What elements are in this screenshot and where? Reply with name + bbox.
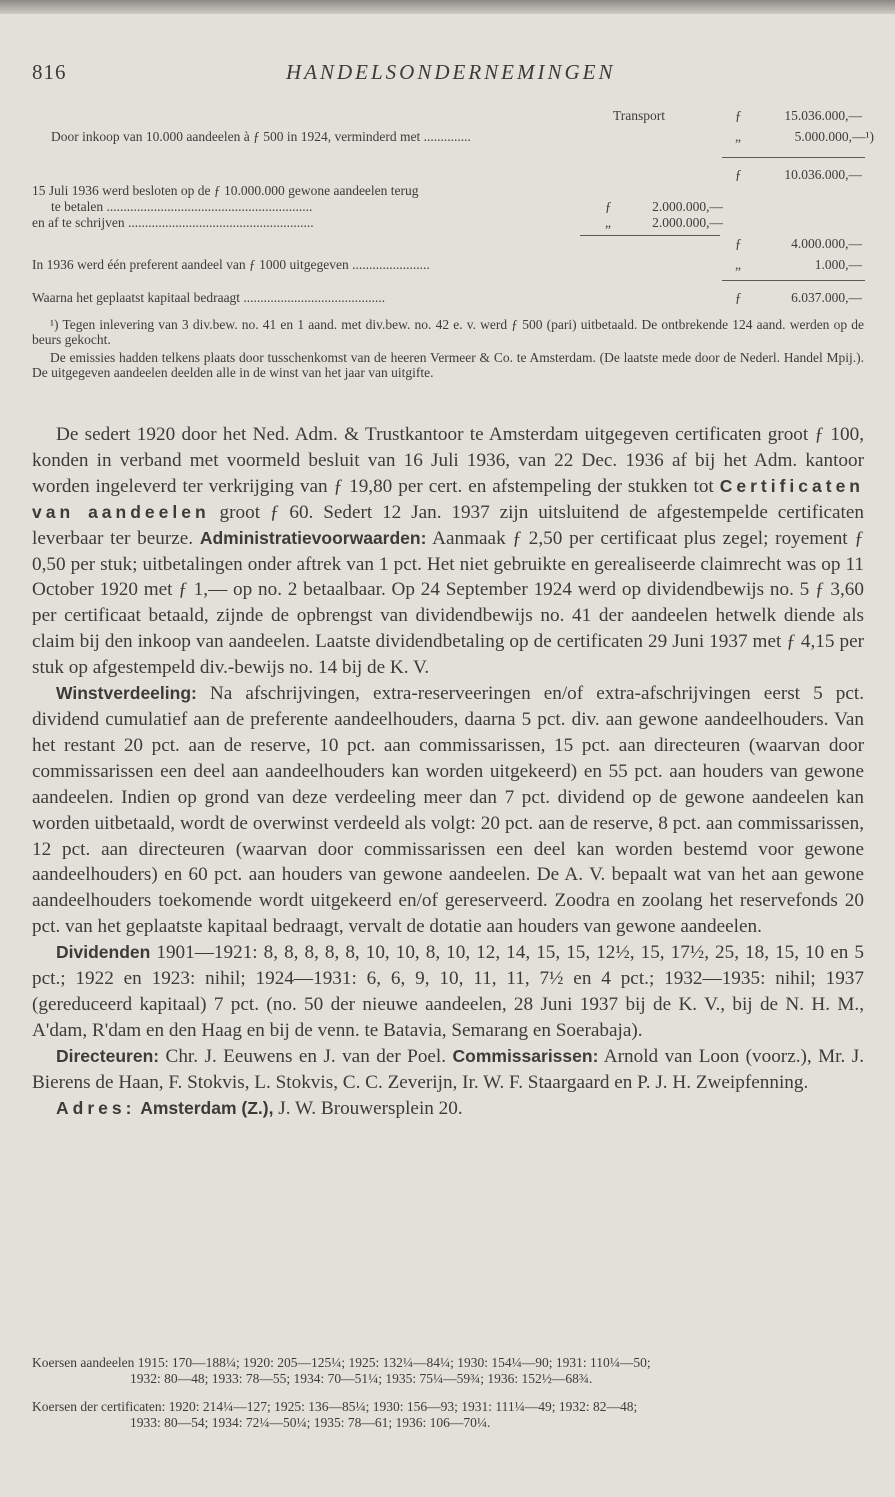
winstverdeeling-heading: Winstverdeeling: — [56, 683, 197, 704]
total-rule — [722, 280, 865, 281]
subtotal2-amount: 4.000.000,— — [791, 236, 862, 251]
inkoop-amount: 5.000.000,—¹) — [794, 129, 874, 144]
footnote-2: De emissies hadden telkens plaats door tusschenkomst van de heeren Vermeer & Co. te Amsterdam. (De laatste mede door de Nederl. Handel Mpij.). De uitgegeven aandeelen deelden alle in de winst van het jaar van uitgifte. — [32, 350, 864, 380]
adres-heading: Adres: — [56, 1097, 136, 1118]
subtotal2-currency: ƒ — [735, 236, 742, 251]
koersen-certificaten-line1: Koersen der certificaten: 1920: 214¼—127; 1925: 136—85¼; 1930: 156—93; 1931: 111¼—49; 1932: 82—48; — [32, 1399, 638, 1414]
transport-label: Transport — [613, 108, 666, 123]
koersen-aandeelen-line1: Koersen aandeelen 1915: 170—188¼; 1920: 205—125¼; 1925: 132¼—84¼; 1930: 154¼—90; 1931: 110¼—50; — [32, 1355, 651, 1370]
preferent-currency: „ — [735, 257, 741, 272]
paragraph-certificaten — [32, 422, 864, 681]
paragraph-winstverdeeling — [32, 681, 864, 940]
adres-street: J. W. Brouwersplein 20. — [278, 1097, 463, 1119]
p4-commissarissen: Arnold van Loon (voorz.), Mr. J. Bierens de Haan, F. Stokvis, L. Stokvis, C. C. Zeverijn, Ir. W. F. Staargaard en P. J. H. Zweipfenning. — [32, 1045, 864, 1093]
transport-currency: ƒ — [735, 108, 742, 123]
footnote-1: ¹) Tegen inlevering van 3 div.bew. no. 41 en 1 aand. met div.bew. no. 42 e. v. werd ƒ 500 (pari) uitbetaald. De ontbrekende 124 aand. werden op de beurs gekocht. — [32, 317, 864, 347]
adres-city: Amsterdam (Z.), — [140, 1097, 274, 1118]
transport-amount: 15.036.000,— — [784, 108, 862, 123]
dividenden-heading: Dividenden — [56, 942, 151, 963]
directeuren-heading: Directeuren: — [56, 1045, 160, 1066]
besluit-currency3: „ — [605, 215, 611, 230]
paragraph-dividenden — [32, 940, 864, 1044]
administratievoorwaarden-heading: Administratievoorwaarden: — [199, 527, 427, 548]
koersen-aandeelen — [32, 1355, 872, 1387]
page-header — [32, 60, 872, 92]
koersen-aandeelen-line2: 1932: 80—48; 1933: 78—55; 1934: 70—51¼; 1935: 75¼—59¾; 1936: 152½—68¾. — [130, 1371, 593, 1386]
p1-text-c: groot ƒ 60. Sedert 12 Jan. 1937 zijn uitsluitend de afgestempelde certificaten leverbaar ter beurze. — [32, 501, 865, 549]
besluit-amount2: 2.000.000,— — [652, 199, 723, 214]
subtotal1-currency: ƒ — [735, 167, 742, 182]
besluit-line2: te betalen ............................................................. — [51, 199, 313, 214]
main-text — [32, 422, 864, 1121]
certificaten-heading: Certificaten van aandeelen — [32, 475, 864, 522]
preferent-label: In 1936 werd één preferent aandeel van ƒ 1000 uitgegeven ....................... — [32, 257, 430, 272]
page-number: 816 — [32, 60, 67, 84]
koersen-certificaten — [32, 1399, 872, 1431]
besluit-amount3: 2.000.000,— — [652, 215, 723, 230]
besluit-line3: en af te schrijven ....................................................... — [32, 215, 314, 230]
inkoop-currency: „ — [735, 129, 741, 144]
running-title: HANDELSONDERNEMINGEN — [286, 60, 616, 84]
paragraph-adres — [32, 1096, 864, 1122]
p2-text: Na afschrijvingen, extra-reserveeringen en/of extra-afschrijvingen eerst 5 pct. dividend cumulatief aan de preferente aandeelhouders, daarna 5 pct. div. aan gewone aandeelhouders. Van het restant 20 pct. aan de reserve, 10 pct. aan commissarissen, 15 pct. aan directeuren (waarvan door commissarissen een deel aan aandeelhouders kan worden uitgekeerd) en 55 pct. aan houders van gewone aandeelen. Indien op grond van deze verdeeling meer dan 7 pct. dividend op de gewone aandeelen kan worden uitbetaald, wordt de overwinst verdeeld als volgt: 20 pct. aan de reserve, 8 pct. aan commissarissen, 12 pct. aan directeuren (waarvan door commissarissen een deel kan worden bestemd voor gewone aandeelhouders) en 60 pct. aan houders van gewone aandeelen. De A. V. bepaalt wat van het aan gewone aandeelhouders toekomende wordt uitgekeerd en/of gereserveerd. Zoodra en zoolang het reservefonds 20 pct. van het geplaatste kapitaal bedraagt, vervalt de dotatie aan houders van gewone aandeelen. — [32, 683, 864, 938]
subtotal-rule — [722, 157, 865, 158]
total-amount: 6.037.000,— — [791, 290, 862, 305]
preferent-amount: 1.000,— — [814, 257, 862, 272]
koersen-certificaten-line2: 1933: 80—54; 1934: 72¼—50¼; 1935: 78—61; 1936: 106—70¼. — [130, 1415, 491, 1430]
paragraph-bestuur — [32, 1044, 864, 1096]
p3-text: 1901—1921: 8, 8, 8, 8, 8, 10, 10, 8, 10, 12, 14, 15, 15, 12½, 15, 17½, 25, 18, 15, 10 en 5 pct.; 1922 en 1923: nihil; 1924—1931: 6, 6, 9, 10, 11, 11, 7½ en 4 pct.; 1932—1935: nihil; 1937 (gereduceerd kapitaal) 7 pct. (no. 50 der nieuwe aandeelen, 28 Juni 1937 bij de K. V., bij de N. H. M., A'dam, R'dam en den Haag en bij de venn. te Batavia, Semarang en Soerabaja). — [32, 942, 864, 1041]
p1-text-a: De sedert 1920 door het Ned. Adm. & Trustkantoor te Amsterdam uitgegeven certificaten groot ƒ 100, konden in verband met voormeld besluit van 16 Juli 1936, van 22 Dec. 1936 af bij het Adm. kantoor worden ingeleverd ter verkrijging van ƒ 19,80 per cert. en afstempeling der stukken tot — [32, 424, 864, 497]
total-currency: ƒ — [735, 290, 742, 305]
subtotal-rule-2 — [580, 235, 720, 236]
subtotal1-amount: 10.036.000,— — [784, 167, 862, 182]
besluit-line1: 15 Juli 1936 werd besloten op de ƒ 10.000.000 gewone aandeelen terug — [32, 183, 419, 198]
commissarissen-heading: Commissarissen: — [452, 1045, 599, 1066]
p4-directeuren: Chr. J. Eeuwens en J. van der Poel. — [165, 1045, 447, 1067]
scan-edge — [0, 0, 895, 14]
total-label: Waarna het geplaatst kapitaal bedraagt .......................................... — [32, 290, 386, 305]
besluit-currency2: ƒ — [605, 199, 612, 214]
p1-text-e: Aanmaak ƒ 2,50 per certificaat plus zegel; royement ƒ 0,50 per stuk; uitbetalingen onder aftrek van 1 pct. Het niet gebruikte en gerealiseerde claimrecht was op 11 October 1920 met ƒ 1,— op no. 2 betaalbaar. Op 24 September 1924 werd op dividendbewijs no. 5 ƒ 3,60 per certificaat betaald, zijnde de opbrengst van dividendbewijs no. 41 der aandeelen hetwelk diende als claim bij den inkoop van aandeelen. Laatste dividendbetaling op de certificaten 29 Juni 1937 met ƒ 4,15 per stuk op afgestempeld div.-bewijs no. 14 bij de K. V. — [32, 527, 865, 679]
inkoop-label: Door inkoop van 10.000 aandeelen à ƒ 500 in 1924, verminderd met .............. — [51, 129, 471, 144]
